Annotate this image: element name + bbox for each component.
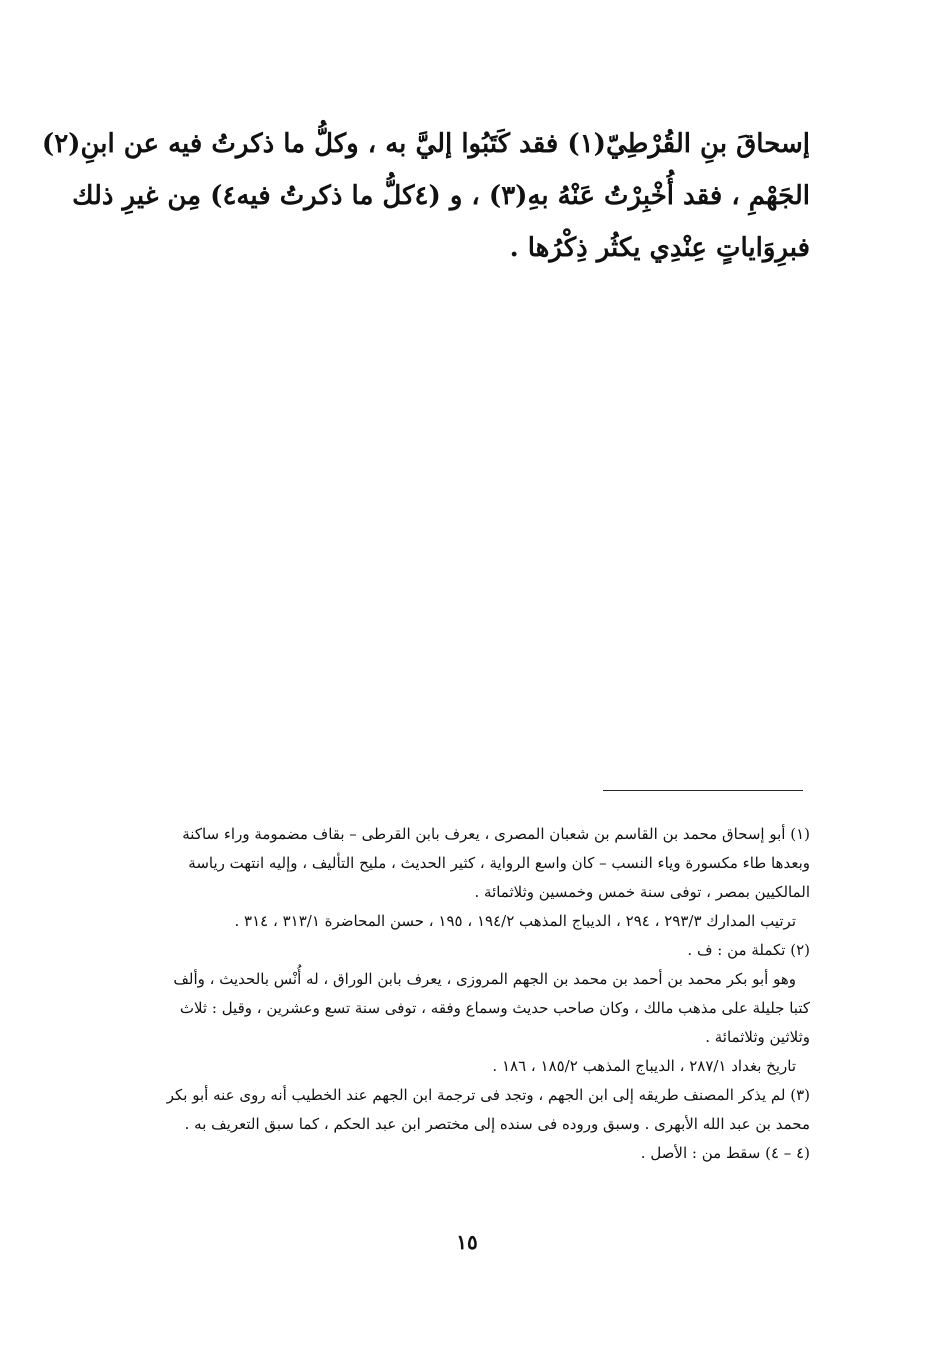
page-number: ١٥ bbox=[456, 1230, 478, 1254]
footnote-separator bbox=[603, 790, 803, 791]
footnote-line: (١) أبو إسحاق محمد بن القاسم بن شعبان المصرى ، يعرف بابن القرطى – بقاف مضمومة وراء ساكنة bbox=[182, 825, 810, 843]
footnote-reference-line: تاريخ بغداد ٢٨٧/١ ، الديباج المذهب ١٨٥/٢ ، ١٨٦ . bbox=[492, 1057, 796, 1075]
main-text-line: الجَهْمِ ، فقد أُخْبِرْتُ عَنْهُ بهِ(٣) ، و (٤كلُّ ما ذكرتُ فيه٤) مِن غيرِ ذلك bbox=[72, 181, 810, 211]
footnote-line: المالكيين بمصر ، توفى سنة خمس وخمسين وثلاثمائة . bbox=[474, 883, 810, 901]
main-text-block bbox=[41, 118, 810, 274]
main-text-line: فبرِوَاياتٍ عِنْدِي يكثُر ذِكْرُها . bbox=[509, 233, 810, 263]
footnote-line: (٤ – ٤) سقط من : الأصل . bbox=[640, 1144, 810, 1162]
footnote-line: وثلاثين وثلاثمائة . bbox=[705, 1028, 810, 1046]
footnotes-block bbox=[130, 820, 810, 1168]
footnote-line: (٣) لم يذكر المصنف طريقه إلى ابن الجهم ، وتجد فى ترجمة ابن الجهم عند الخطيب أنه روى عنه أبو بكر bbox=[166, 1086, 810, 1104]
footnote-line: محمد بن عبد الله الأبهرى . وسبق وروده فى سنده إلى مختصر ابن عبد الحكم ، كما سبق التعريف به . bbox=[184, 1115, 810, 1133]
footnote-line: كتبا جليلة على مذهب مالك ، وكان صاحب حديث وسماع وفقه ، توفى سنة تسع وعشرين ، وقيل : ثلاث bbox=[179, 999, 810, 1017]
footnote-reference-line: ترتيب المدارك ٢٩٣/٣ ، ٢٩٤ ، الديباج المذهب ١٩٤/٢ ، ١٩٥ ، حسن المحاضرة ٣١٣/١ ، ٣١٤ . bbox=[234, 912, 796, 930]
footnote-line: وبعدها طاء مكسورة وياء النسب – كان واسع الرواية ، كثير الحديث ، مليح التأليف ، وإليه انتهت رياسة bbox=[188, 854, 810, 872]
footnote-line: (٢) تكملة من : ف . bbox=[687, 941, 810, 959]
main-text-line: إسحاقَ بنِ القُرْطِيّ(١) فقد كَتَبُوا إليَّ به ، وكلُّ ما ذكرتُ فيه عن ابنِ(٢) bbox=[41, 129, 810, 159]
footnote-line: وهو أبو بكر محمد بن أحمد بن محمد بن الجهم المروزى ، يعرف بابن الوراق ، له أُنْس بالحديث ، وألف bbox=[173, 970, 796, 988]
